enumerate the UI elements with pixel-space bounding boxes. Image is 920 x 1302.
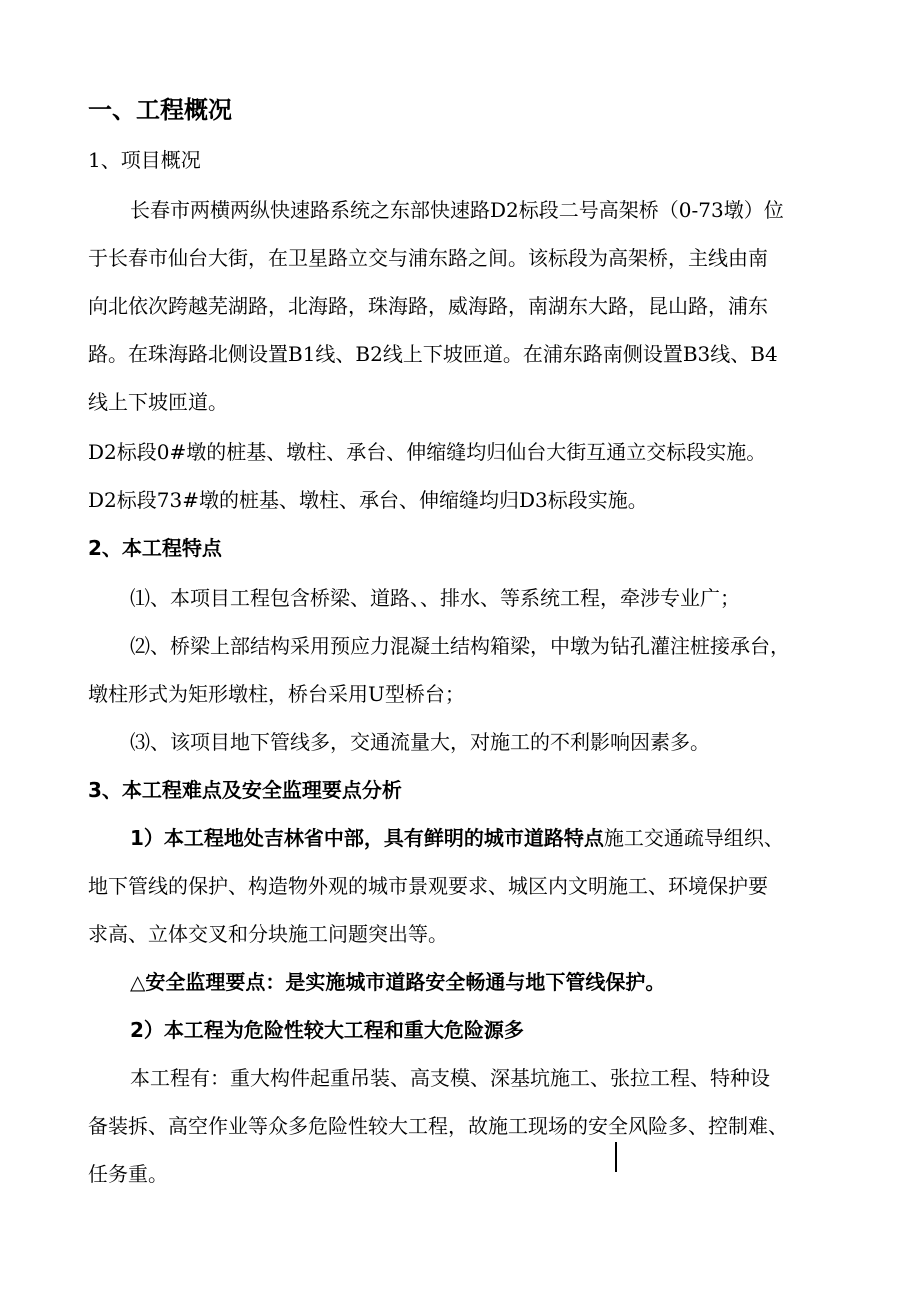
difficulty-bold: 1）本工程地处吉林省中部，具有鲜明的城市道路特点 — [130, 826, 604, 850]
section-heading: 一、工程概况 — [88, 96, 232, 124]
paragraph-line: 求高、立体交叉和分块施工问题突出等。 — [88, 922, 448, 946]
paragraph-line: 备装拆、高空作业等众多危险性较大工程，故施工现场的安全风险多、控制难、 — [88, 1114, 788, 1138]
paragraph-line: 本工程有：重大构件起重吊装、高支模、深基坑施工、张拉工程、特种设 — [130, 1066, 770, 1090]
paragraph-line: D2标段73#墩的桩基、墩柱、承台、伸缩缝均归D3标段实施。 — [88, 488, 648, 512]
paragraph-line: 线上下坡匝道。 — [88, 390, 228, 414]
feature-item: ⑴、本项目工程包含桥梁、道路、、排水、等系统工程，牵涉专业广； — [130, 586, 740, 610]
paragraph-line: 向北依次跨越芜湖路，北海路，珠海路，威海路，南湖东大路，昆山路，浦东 — [88, 294, 768, 318]
paragraph-line: 路。在珠海路北侧设置B1线、B2线上下坡匝道。在浦东路南侧设置B3线、B4 — [88, 342, 778, 366]
subsection-title: 2、本工程特点 — [88, 536, 222, 560]
key-point: △安全监理要点：是实施城市道路安全畅通与地下管线保护。 — [130, 970, 666, 994]
feature-item: ⑵、桥梁上部结构采用预应力混凝土结构箱梁，中墩为钻孔灌注桩接承台， — [130, 634, 790, 658]
paragraph-line: 任务重。 — [88, 1162, 168, 1186]
subsection-title: 3、本工程难点及安全监理要点分析 — [88, 778, 402, 802]
difficulty-item — [130, 824, 890, 852]
feature-item: 墩柱形式为矩形墩柱，桥台采用U型桥台； — [88, 682, 465, 706]
difficulty-item: 2）本工程为危险性较大工程和重大危险源多 — [130, 1018, 524, 1042]
paragraph-line: 长春市两横两纵快速路系统之东部快速路D2标段二号高架桥（0-73墩）位 — [130, 198, 784, 222]
text-cursor — [615, 1142, 617, 1172]
paragraph-line: D2标段0#墩的桩基、墩柱、承台、伸缩缝均归仙台大街互通立交标段实施。 — [88, 440, 767, 464]
difficulty-rest: 施工交通疏导组织、 — [603, 826, 784, 850]
paragraph-line: 于长春市仙台大街，在卫星路立交与浦东路之间。该标段为高架桥，主线由南 — [88, 246, 768, 270]
feature-item: ⑶、该项目地下管线多，交通流量大，对施工的不利影响因素多。 — [130, 730, 710, 754]
subsection-title: 1、项目概况 — [88, 148, 201, 172]
paragraph-line: 地下管线的保护、构造物外观的城市景观要求、城区内文明施工、环境保护要 — [88, 874, 768, 898]
